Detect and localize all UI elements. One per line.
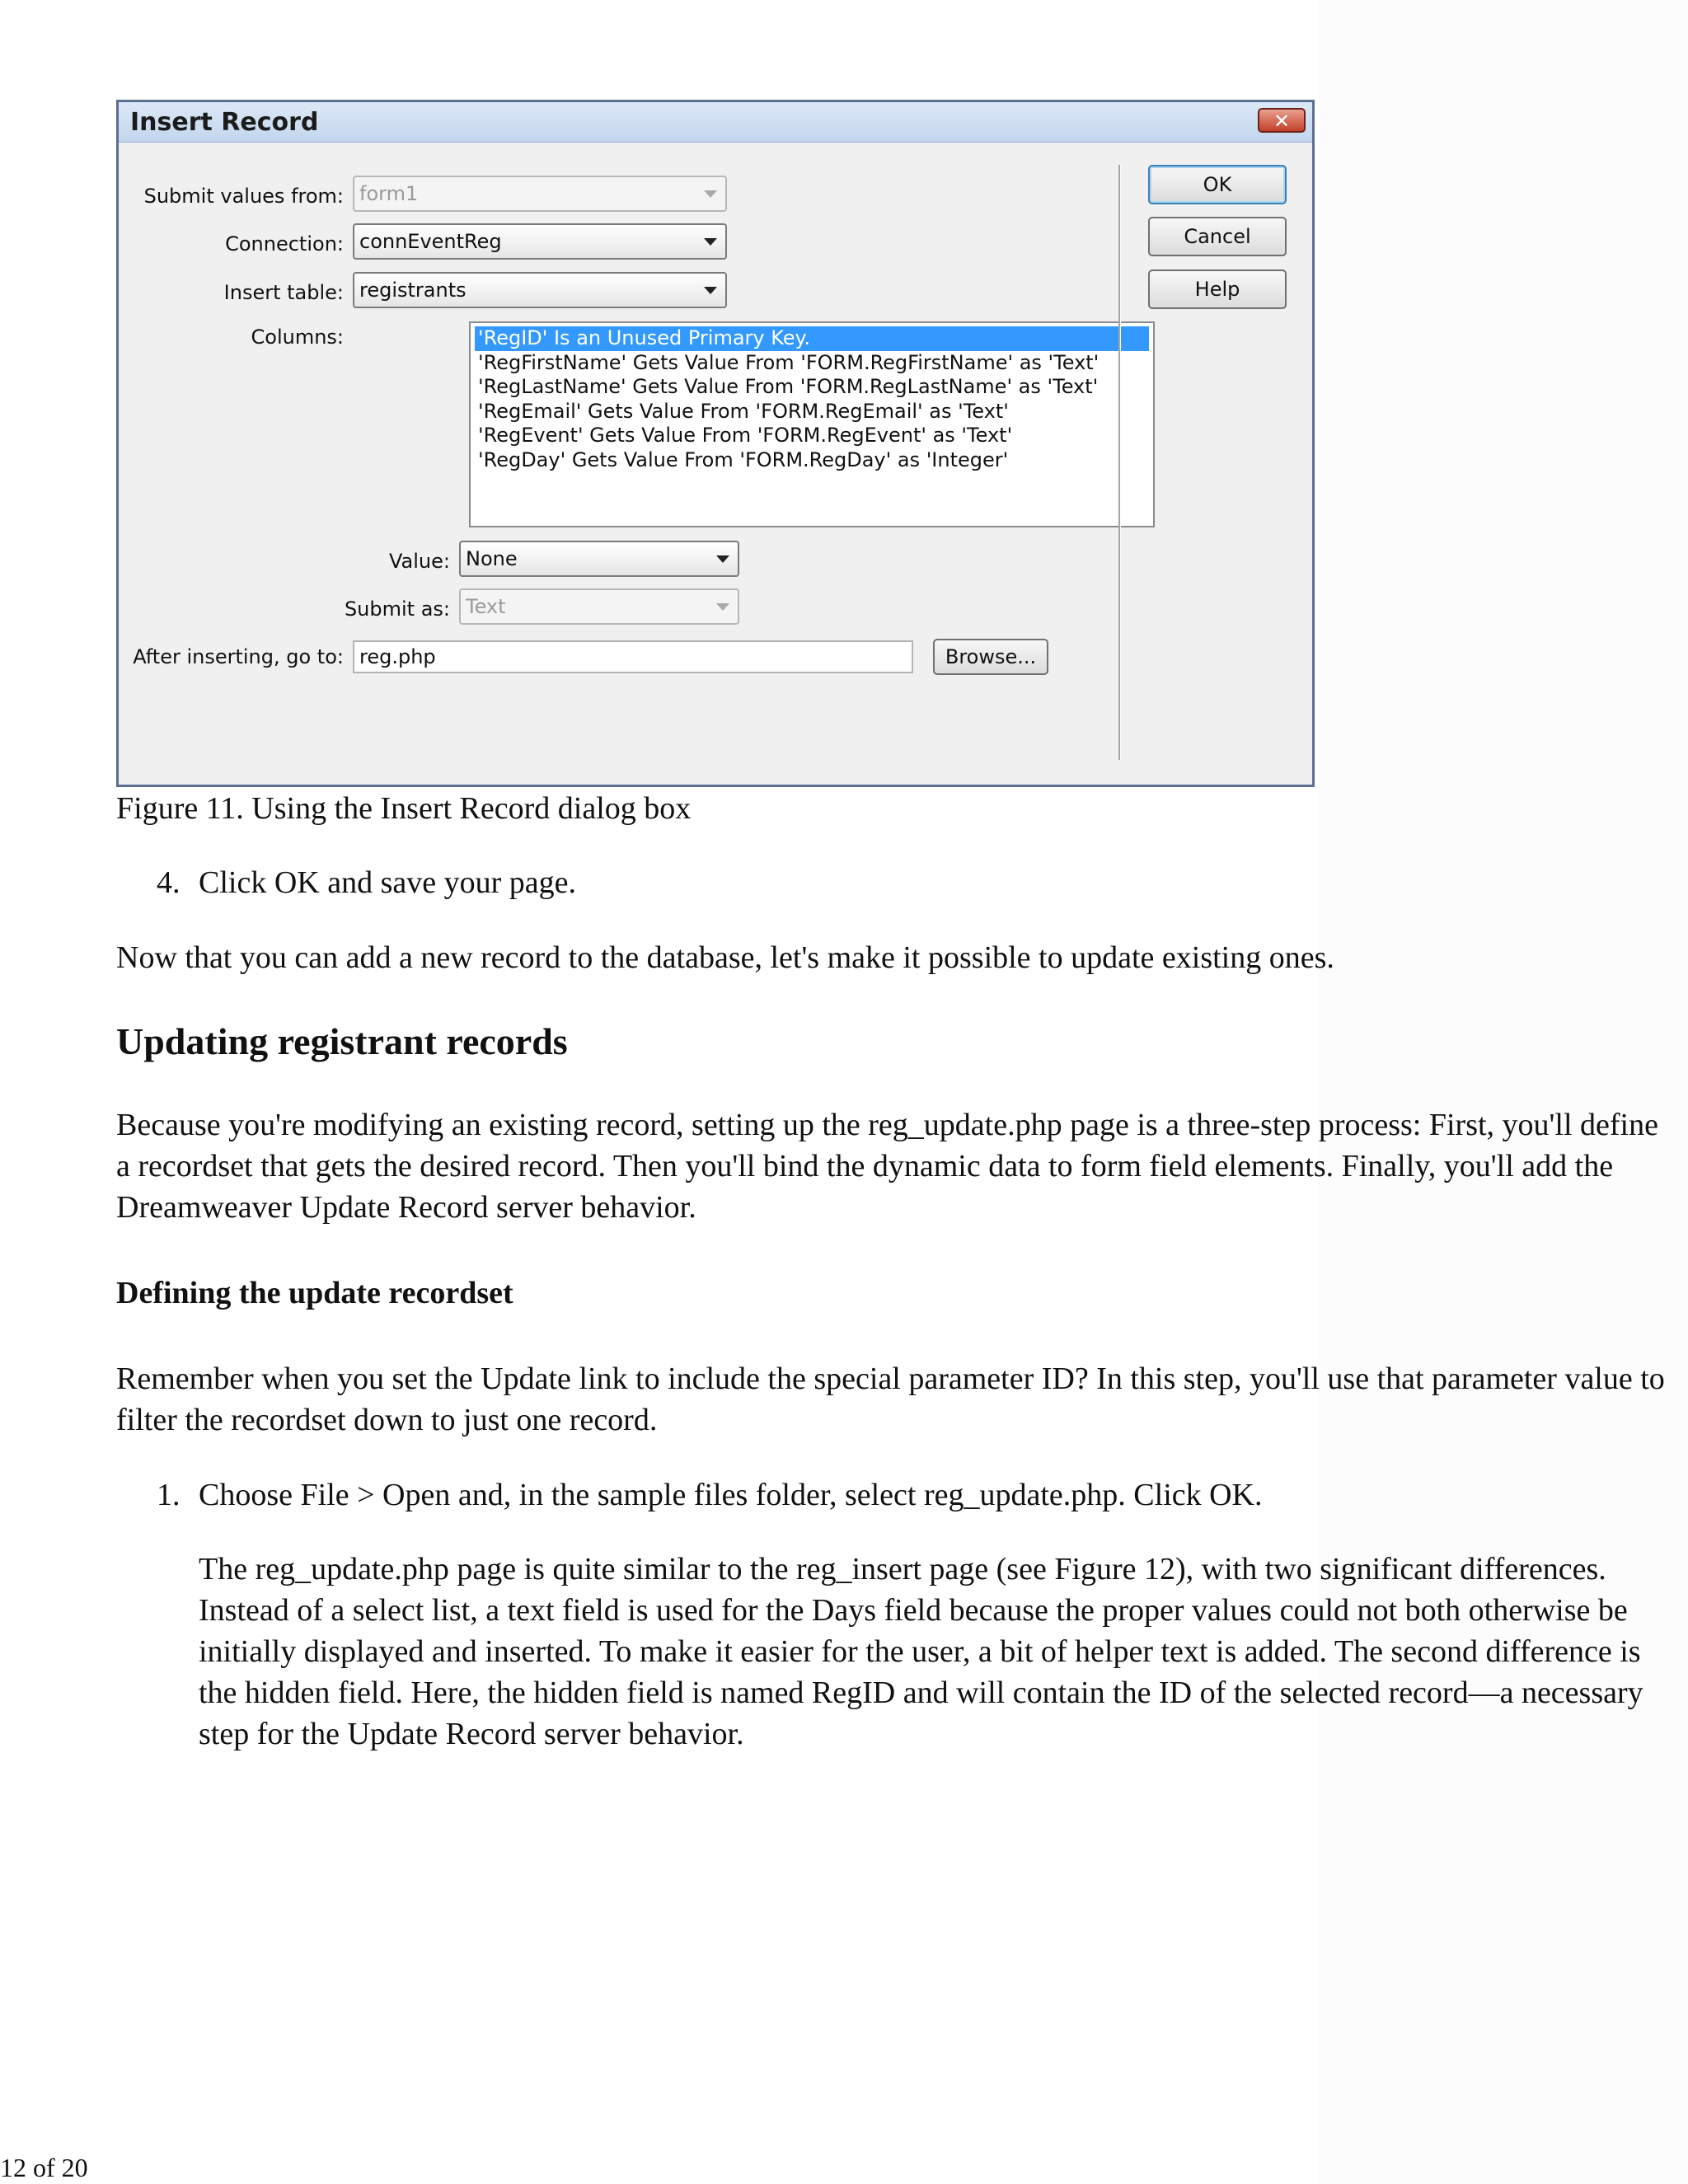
value-label: Value: bbox=[389, 550, 450, 573]
submit-as-label: Submit as: bbox=[344, 598, 450, 621]
column-item[interactable]: 'RegFirstName' Gets Value From 'FORM.RegFirstName' as 'Text' bbox=[478, 350, 1100, 374]
connection-value: connEventReg bbox=[359, 230, 502, 253]
insert-table-label: Insert table: bbox=[223, 281, 344, 304]
column-item[interactable]: 'RegID' Is an Unused Primary Key. bbox=[475, 326, 1149, 351]
cancel-button[interactable]: Cancel bbox=[1148, 217, 1287, 256]
column-item[interactable]: 'RegDay' Gets Value From 'FORM.RegDay' as 'Integer' bbox=[478, 448, 1009, 471]
column-item[interactable]: 'RegEmail' Gets Value From 'FORM.RegEmail' as 'Text' bbox=[478, 399, 1009, 423]
chevron-down-icon bbox=[704, 190, 717, 198]
page-margin-shade bbox=[1319, 0, 1688, 2184]
list-item-text: Choose File > Open and, in the sample files folder, select reg_update.php. Click OK. bbox=[199, 1478, 1263, 1512]
chevron-down-icon bbox=[704, 287, 717, 294]
dialog-titlebar bbox=[119, 102, 1312, 143]
close-icon[interactable]: ✕ bbox=[1258, 108, 1306, 133]
list-number: 1. bbox=[157, 1478, 181, 1512]
insert-table-select[interactable] bbox=[353, 272, 727, 308]
columns-listbox[interactable] bbox=[469, 321, 1155, 527]
section-heading: Updating registrant records bbox=[116, 1020, 568, 1062]
value-select[interactable] bbox=[459, 541, 739, 577]
chevron-down-icon bbox=[716, 555, 729, 563]
paragraph: Remember when you set the Update link to include the special parameter ID? In this step, you'll use that parameter value to filter the recordset down to just one record. bbox=[116, 1361, 1665, 1437]
columns-label: Columns: bbox=[251, 326, 344, 349]
chevron-down-icon bbox=[716, 603, 729, 611]
submit-values-from-select[interactable] bbox=[353, 176, 727, 212]
connection-label: Connection: bbox=[225, 232, 344, 255]
help-button[interactable]: Help bbox=[1148, 269, 1287, 309]
insert-table-value: registrants bbox=[359, 279, 467, 302]
dialog-divider bbox=[1118, 165, 1121, 760]
chevron-down-icon bbox=[704, 238, 717, 246]
list-item-text: Click OK and save your page. bbox=[199, 865, 576, 900]
after-inserting-label: After inserting, go to: bbox=[133, 645, 344, 668]
submit-as-value: Text bbox=[466, 595, 506, 618]
value-value: None bbox=[466, 547, 518, 570]
figure-caption: Figure 11. Using the Insert Record dialog box bbox=[116, 791, 692, 826]
dialog-title: Insert Record bbox=[130, 108, 319, 137]
list-item-detail: The reg_update.php page is quite similar to the reg_insert page (see Figure 12), with two significant differences. Instead of a select list, a text field is used for the Days field because the proper values could not both otherwise be initially displayed and inserted. To make it easier for the user, a bit of helper text is added. The second difference is the hidden field. Here, the hidden field is named RegID and will contain the ID of the selected record—a necessary step for the Update Record server behavior. bbox=[199, 1552, 1643, 1751]
column-item[interactable]: 'RegEvent' Gets Value From 'FORM.RegEvent' as 'Text' bbox=[478, 424, 1013, 447]
column-item[interactable]: 'RegLastName' Gets Value From 'FORM.RegLastName' as 'Text' bbox=[478, 375, 1099, 398]
subsection-heading: Defining the update recordset bbox=[116, 1276, 513, 1310]
submit-values-from-value: form1 bbox=[359, 182, 419, 205]
browse-button[interactable]: Browse... bbox=[933, 639, 1048, 675]
paragraph: Now that you can add a new record to the database, let's make it possible to update existing ones. bbox=[116, 940, 1334, 975]
list-number: 4. bbox=[157, 865, 181, 900]
insert-record-dialog bbox=[116, 100, 1315, 787]
connection-select[interactable] bbox=[353, 223, 727, 260]
submit-as-select[interactable] bbox=[459, 588, 739, 625]
page-number: 12 of 20 bbox=[0, 2153, 88, 2182]
ok-button[interactable]: OK bbox=[1148, 165, 1287, 204]
paragraph: Because you're modifying an existing record, setting up the reg_update.php page is a three-step process: First, you'll define a recordset that gets the desired record. Then you'll bind the dynamic data to form field elements. Finally, you'll add the Dreamweaver Update Record server behavior. bbox=[116, 1108, 1658, 1225]
submit-values-from-label: Submit values from: bbox=[143, 185, 344, 208]
after-inserting-input[interactable]: reg.php bbox=[353, 640, 913, 673]
